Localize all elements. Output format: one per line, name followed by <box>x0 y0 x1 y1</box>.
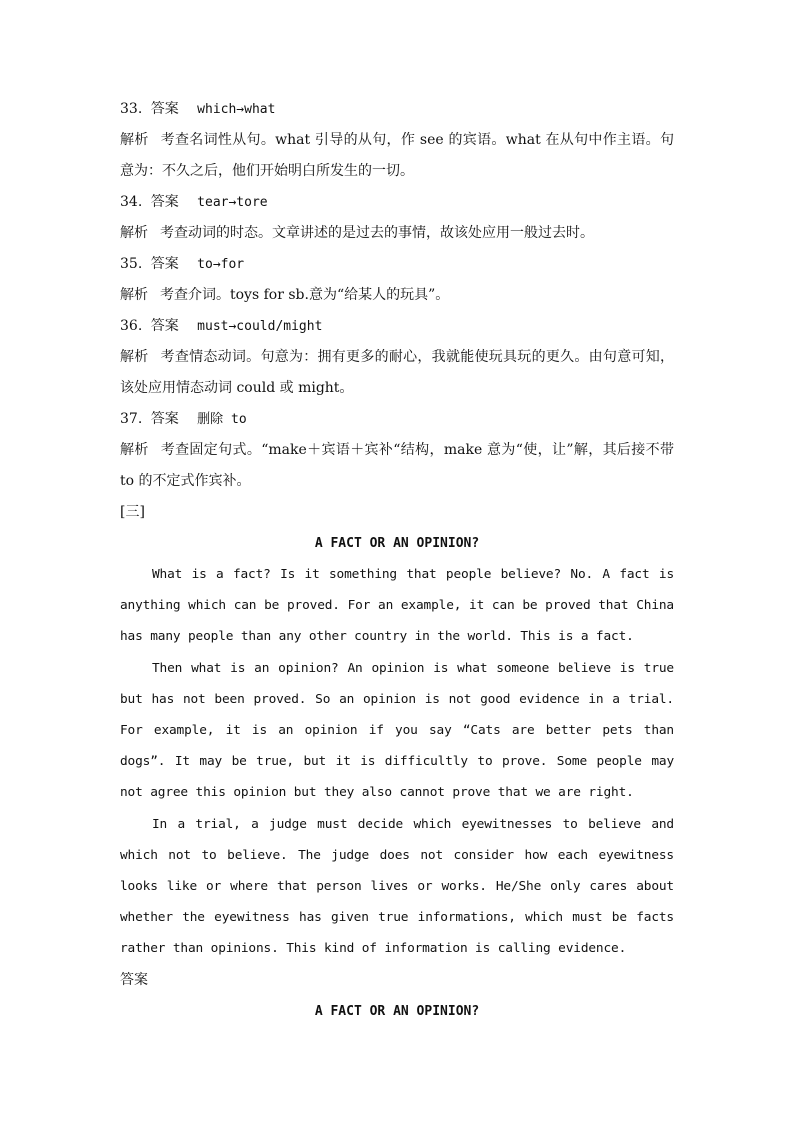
explanation-label: 解析 <box>120 287 148 303</box>
answer-value: to→for <box>197 257 245 272</box>
answer-34 <box>120 187 674 218</box>
passage-paragraph: In a trial, a judge must decide which eyewitnesses to believe and which not to believe. The judge does not consider how each eyewitness looks like or where that person lives or works. He/She only cares about whether the eyewitness has given true informations, which must be facts rather than opinions. This kind of information is calling evidence. <box>120 816 674 957</box>
explanation-text: 考查名词性从句。what 引导的从句，作 see 的宾语。what 在从句中作主语。句意为：不久之后，他们开始明白所发生的一切。 <box>120 132 675 179</box>
explanation-36 <box>120 342 674 404</box>
question-number: 33. <box>120 101 143 117</box>
explanation-label: 解析 <box>120 225 148 241</box>
answer-label: 答案 <box>150 256 179 272</box>
answer-label: 答案 <box>150 318 179 334</box>
question-number: 34. <box>120 194 143 210</box>
answer-35 <box>120 249 674 280</box>
question-number: 35. <box>120 256 143 272</box>
answer-passage-title: A FACT OR AN OPINION? <box>314 1003 480 1019</box>
explanation-text: 考查介词。toys for sb.意为“给某人的玩具”。 <box>160 287 450 303</box>
answer-label: 答案 <box>150 101 179 117</box>
explanation-label: 解析 <box>120 349 149 365</box>
answer-value: tear→tore <box>197 195 268 210</box>
explanation-34 <box>120 218 674 249</box>
explanation-33 <box>120 125 674 187</box>
question-number: 37. <box>120 411 143 427</box>
explanation-text: 考查情态动词。句意为：拥有更多的耐心，我就能使玩具玩的更久。由句意可知，该处应用情态动词 could 或 might。 <box>120 349 675 396</box>
answer-value: must→could/might <box>197 319 323 334</box>
explanation-label: 解析 <box>120 132 149 148</box>
explanation-text: 考查动词的时态。文章讲述的是过去的事情，故该处应用一般过去时。 <box>160 225 594 241</box>
answer-36 <box>120 311 674 342</box>
explanation-35 <box>120 280 674 311</box>
answer-value: 删除 to <box>197 412 247 427</box>
passage-title: A FACT OR AN OPINION? <box>314 536 480 551</box>
answer-label: 答案 <box>150 411 179 427</box>
answer-label: 答案 <box>150 194 179 210</box>
answer-37 <box>120 404 674 435</box>
answer-33 <box>120 94 674 125</box>
explanation-text: 考查固定句式。“make＋宾语＋宾补“结构，make 意为“使，让”解，其后接不带 to 的不定式作宾补。 <box>120 442 675 489</box>
answer-value: which→what <box>197 102 276 117</box>
document-page <box>120 94 674 1027</box>
explanation-label: 解析 <box>120 442 149 458</box>
question-number: 36. <box>120 318 143 334</box>
passage-paragraph: What is a fact? Is it something that people believe? No. A fact is anything which can be proved. For an example, it can be proved that China has many people than any other country in the world. This is a fact. <box>120 567 674 645</box>
explanation-37 <box>120 435 674 497</box>
section-label: [三] <box>120 504 145 520</box>
answer-heading: 答案 <box>120 971 148 988</box>
passage-paragraph: Then what is an opinion? An opinion is what someone believe is true but has not been proved. So an opinion is not good evidence in a trial. For example, it is an opinion if you say “Cats are better pets than dogs”. It may be true, but it is difficultly to prove. Some people may not agree this opinion but they also cannot prove that we are right. <box>120 660 674 801</box>
